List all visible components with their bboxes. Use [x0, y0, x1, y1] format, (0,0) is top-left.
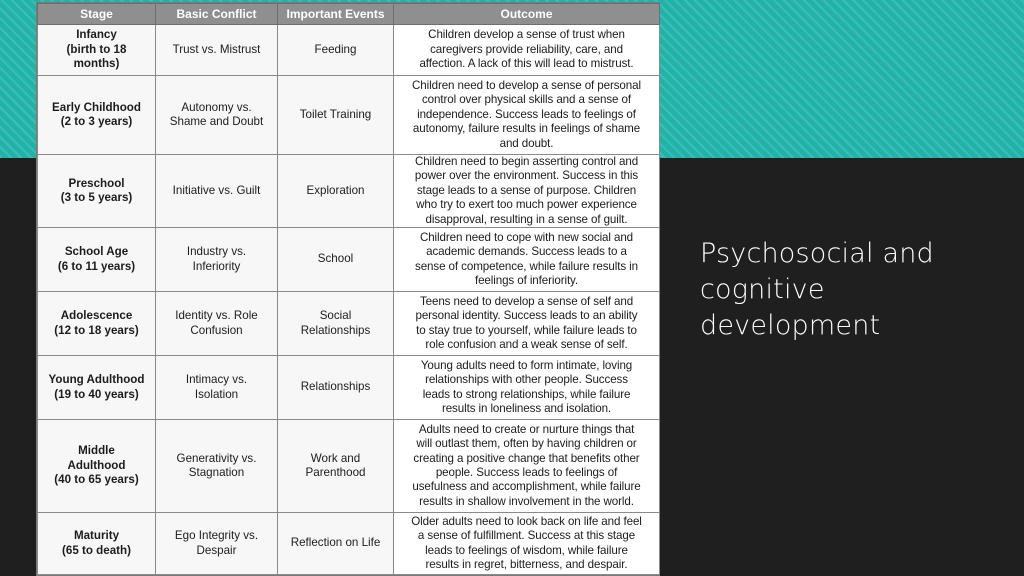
cell-outcome — [394, 228, 660, 292]
cell-text-line: Identity vs. Role — [175, 309, 258, 323]
cell-outcome — [394, 76, 660, 155]
cell-basic-conflict — [156, 25, 278, 76]
cell-text-line: Preschool — [68, 176, 125, 190]
cell-text-line: creating a positive change that benefits other — [413, 451, 640, 465]
cell-text-line: feelings of inferiority. — [474, 273, 579, 287]
cell-text-line: Young adults need to form intimate, loving — [420, 358, 633, 372]
cell-text-line: Inferiority — [192, 259, 241, 273]
cell-stage — [38, 25, 156, 76]
cell-text-line: (3 to 5 years) — [60, 191, 133, 205]
cell-text-line: Toilet Training — [299, 107, 372, 121]
cell-text-line: School Age — [64, 245, 129, 259]
cell-text-line: to stay true to yourself, while failure leads to — [416, 323, 637, 337]
cell-text-line: disapproval, resulting in a sense of guilt. — [425, 212, 628, 226]
cell-important-events — [278, 155, 394, 228]
cell-stage — [38, 292, 156, 356]
cell-text-line: Children need to cope with new social and — [419, 230, 634, 244]
cell-basic-conflict — [156, 420, 278, 513]
cell-text-line: (6 to 11 years) — [57, 259, 136, 273]
cell-text-line: (40 to 65 years) — [54, 473, 139, 487]
cell-basic-conflict — [156, 76, 278, 155]
header-important-events: Important Events — [278, 4, 394, 25]
cell-text-line: Parenthood — [305, 466, 366, 480]
cell-outcome — [394, 420, 660, 513]
cell-text-line: Initiative vs. Guilt — [172, 183, 261, 197]
table-body — [38, 25, 660, 575]
cell-text-line: Young Adulthood — [48, 373, 145, 387]
cell-text-line: Ego Integrity vs. — [174, 529, 259, 543]
cell-text-line: relationships with other people. Success — [425, 373, 628, 387]
cell-basic-conflict — [156, 356, 278, 420]
header-outcome: Outcome — [394, 4, 660, 25]
cell-text-line: Autonomy vs. — [181, 100, 252, 114]
cell-text-line: Shame and Doubt — [169, 115, 264, 128]
cell-text-line: (12 to 18 years) — [54, 323, 139, 337]
cell-stage — [38, 420, 156, 513]
cell-text-line: Despair — [196, 543, 237, 557]
cell-stage — [38, 76, 156, 155]
table-row — [38, 76, 660, 155]
cell-text-line: autonomy, failure results in feelings of shame — [412, 122, 641, 136]
cell-basic-conflict — [156, 513, 278, 575]
cell-text-line: Middle — [78, 444, 115, 458]
cell-text-line: leads to feelings of wisdom, while failure — [425, 543, 628, 557]
cell-important-events — [278, 292, 394, 356]
cell-text-line: Teens need to develop a sense of self and — [419, 294, 634, 308]
cell-text-line: Generativity vs. — [176, 451, 257, 465]
cell-text-line: leads to strong relationships, while failure — [422, 387, 631, 401]
slide-title — [700, 236, 1000, 344]
cell-text-line: personal identity. Success leads to an ability — [415, 309, 638, 323]
cell-text-line: results in shallow involvement in the world. — [419, 494, 634, 508]
slide-title-line: development — [700, 310, 881, 341]
cell-basic-conflict — [156, 292, 278, 356]
table-row — [38, 292, 660, 356]
table-row — [38, 155, 660, 228]
cell-outcome — [394, 155, 660, 228]
cell-text-line: Trust vs. Mistrust — [172, 42, 261, 56]
cell-important-events — [278, 25, 394, 76]
cell-outcome — [394, 356, 660, 420]
cell-text-line: stage leads to a sense of purpose. Children — [416, 183, 637, 197]
cell-text-line: and doubt. — [499, 136, 554, 150]
cell-text-line: usefulness and accomplishment, while failure — [412, 480, 641, 494]
cell-text-line: months) — [73, 57, 120, 71]
cell-stage — [38, 155, 156, 228]
cell-text-line: results in regret, bitterness, and despair. — [425, 557, 628, 571]
cell-stage — [38, 228, 156, 292]
cell-text-line: results in loneliness and isolation. — [441, 401, 612, 415]
cell-text-line: affection. A lack of this will lead to mistrust. — [419, 57, 634, 71]
cell-text-line: Adults need to create or nurture things that — [418, 422, 635, 436]
cell-text-line: School — [317, 252, 354, 266]
cell-important-events — [278, 356, 394, 420]
cell-outcome — [394, 292, 660, 356]
cell-text-line: Children need to develop a sense of personal — [412, 78, 641, 92]
cell-text-line: people. Success leads to feelings of — [435, 466, 618, 480]
header-stage: Stage — [38, 4, 156, 25]
cell-text-line: Reflection on Life — [290, 536, 381, 550]
cell-important-events — [278, 228, 394, 292]
cell-outcome — [394, 25, 660, 76]
table-row — [38, 25, 660, 76]
cell-stage — [38, 356, 156, 420]
cell-text-line: Stagnation — [188, 466, 245, 480]
cell-text-line: Children need to begin asserting control and — [414, 155, 639, 168]
cell-important-events — [278, 513, 394, 575]
cell-text-line: a sense of fulfillment. Success at this stage — [417, 529, 636, 543]
table-row — [38, 356, 660, 420]
cell-text-line: (19 to 40 years) — [54, 387, 139, 401]
cell-text-line: Early Childhood — [52, 100, 141, 114]
cell-text-line: Adulthood — [67, 458, 126, 472]
cell-text-line: independence. Success leads to feelings of — [417, 107, 636, 121]
cell-text-line: Social — [319, 309, 352, 323]
cell-outcome — [394, 513, 660, 575]
cell-text-line: power over the environment. Success in this — [414, 169, 639, 183]
cell-text-line: (2 to 3 years) — [60, 115, 133, 128]
cell-text-line: (birth to 18 — [66, 42, 127, 56]
cell-text-line: (65 to death) — [62, 543, 131, 557]
cell-text-line: Infancy — [76, 28, 117, 42]
table-row — [38, 420, 660, 513]
cell-text-line: Children develop a sense of trust when — [428, 28, 625, 42]
cell-text-line: Relationships — [300, 323, 371, 337]
cell-basic-conflict — [156, 228, 278, 292]
cell-text-line: Intimacy vs. — [185, 373, 248, 387]
stages-table — [37, 3, 660, 575]
table-row — [38, 513, 660, 575]
table-header-row — [38, 4, 660, 25]
cell-text-line: caregivers provide reliability, care, and — [430, 42, 623, 56]
cell-text-line: Work and — [310, 451, 361, 465]
cell-important-events — [278, 76, 394, 155]
cell-text-line: sense of competence, while failure results in — [415, 259, 638, 273]
table-row — [38, 228, 660, 292]
cell-text-line: control over physical skills and a sense of — [421, 93, 631, 107]
cell-text-line: Industry vs. — [186, 245, 247, 259]
cell-text-line: Maturity — [73, 529, 120, 543]
erikson-stages-table — [36, 2, 660, 576]
slide-title-line: cognitive — [700, 274, 825, 305]
cell-text-line: academic demands. Success leads to a — [426, 245, 627, 259]
cell-basic-conflict — [156, 155, 278, 228]
header-basic-conflict: Basic Conflict — [156, 4, 278, 25]
cell-text-line: who try to exert too much power experience — [416, 198, 637, 212]
cell-text-line: Older adults need to look back on life and feel — [411, 514, 642, 528]
cell-stage — [38, 513, 156, 575]
cell-text-line: Relationships — [300, 380, 371, 394]
cell-text-line: Feeding — [314, 42, 357, 56]
cell-text-line: Exploration — [306, 183, 365, 197]
slide-title-line: Psychosocial and — [700, 238, 934, 269]
cell-text-line: Adolescence — [60, 309, 133, 323]
cell-text-line: Confusion — [190, 323, 243, 337]
cell-important-events — [278, 420, 394, 513]
cell-text-line: Isolation — [194, 387, 239, 401]
cell-text-line: role confusion and a weak sense of self. — [425, 337, 628, 351]
cell-text-line: will outlast them, often by having children or — [416, 437, 637, 451]
